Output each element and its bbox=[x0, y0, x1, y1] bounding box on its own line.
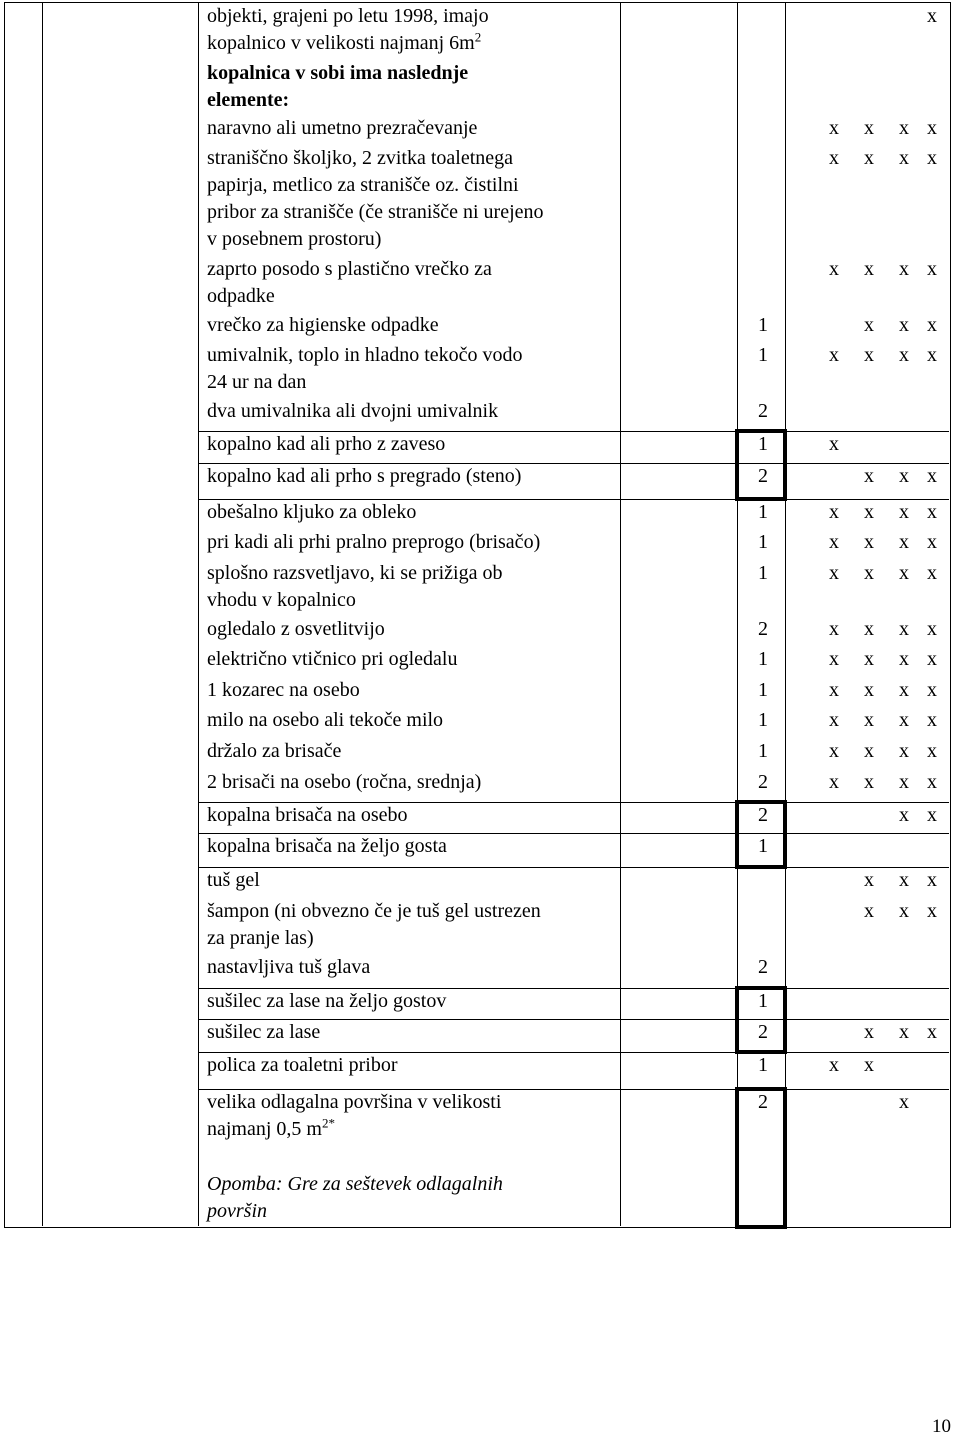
points-value: 1 bbox=[758, 709, 768, 731]
category-mark: x bbox=[864, 618, 874, 640]
row-text: ogledalo z osvetlitvijo bbox=[207, 618, 385, 640]
thick-border bbox=[735, 800, 739, 869]
category-mark: x bbox=[864, 771, 874, 793]
row-text: umivalnik, toplo in hladno tekočo vodo bbox=[207, 344, 523, 366]
row-text: kopalna brisača na željo gosta bbox=[207, 835, 447, 857]
category-mark: x bbox=[927, 648, 937, 670]
category-mark: x bbox=[899, 465, 909, 487]
row-text: dva umivalnika ali dvojni umivalnik bbox=[207, 400, 499, 422]
row-text: polica za toaletni pribor bbox=[207, 1054, 398, 1076]
points-value: 2 bbox=[758, 771, 768, 793]
points-value: 2 bbox=[758, 1021, 768, 1043]
row-text: naravno ali umetno prezračevanje bbox=[207, 117, 478, 139]
row-text: pri kadi ali prhi pralno preprogo (brisačo) bbox=[207, 531, 541, 553]
category-mark: x bbox=[927, 679, 937, 701]
category-mark: x bbox=[864, 648, 874, 670]
points-value: 2 bbox=[758, 400, 768, 422]
points-value: 1 bbox=[758, 562, 768, 584]
category-mark: x bbox=[829, 501, 839, 523]
category-mark: x bbox=[927, 501, 937, 523]
row-divider bbox=[198, 867, 949, 868]
row-text: kopalna brisača na osebo bbox=[207, 804, 408, 826]
category-mark: x bbox=[899, 314, 909, 336]
category-mark: x bbox=[927, 709, 937, 731]
category-mark: x bbox=[927, 618, 937, 640]
points-value: 1 bbox=[758, 314, 768, 336]
row-text: najmanj 0,5 $m^{2*}$ bbox=[207, 1115, 335, 1140]
category-mark: x bbox=[864, 679, 874, 701]
row-text: sušilec za lase bbox=[207, 1021, 321, 1043]
row-text: držalo za brisače bbox=[207, 740, 342, 762]
category-mark: x bbox=[899, 804, 909, 826]
row-text: v posebnem prostoru) bbox=[207, 228, 382, 250]
category-mark: x bbox=[829, 562, 839, 584]
row-text: vhodu v kopalnico bbox=[207, 589, 356, 611]
category-mark: x bbox=[927, 5, 937, 27]
category-mark: x bbox=[864, 740, 874, 762]
category-mark: x bbox=[927, 344, 937, 366]
row-text: sušilec za lase na željo gostov bbox=[207, 990, 447, 1012]
category-mark: x bbox=[927, 465, 937, 487]
row-text: pribor za stranišče (če stranišče ni urejeno bbox=[207, 201, 544, 223]
points-value: 2 bbox=[758, 465, 768, 487]
thick-border bbox=[783, 1087, 787, 1229]
category-mark: x bbox=[927, 900, 937, 922]
points-value: 1 bbox=[758, 679, 768, 701]
category-mark: x bbox=[864, 1054, 874, 1076]
thick-border bbox=[783, 986, 787, 1054]
category-mark: x bbox=[927, 562, 937, 584]
category-mark: x bbox=[864, 344, 874, 366]
category-mark: x bbox=[829, 147, 839, 169]
category-mark: x bbox=[829, 771, 839, 793]
category-mark: x bbox=[899, 771, 909, 793]
row-text: straniščno školjko, 2 zvitka toaletnega bbox=[207, 147, 514, 169]
category-mark: x bbox=[864, 117, 874, 139]
category-mark: x bbox=[927, 117, 937, 139]
thick-border bbox=[783, 429, 787, 501]
category-mark: x bbox=[864, 709, 874, 731]
row-text: obešalno kljuko za obleko bbox=[207, 501, 417, 523]
category-mark: x bbox=[864, 1021, 874, 1043]
row-text: kopalno kad ali prho z zaveso bbox=[207, 433, 446, 455]
row-text: papirja, metlico za stranišče oz. čistilni bbox=[207, 174, 519, 196]
row-text: kopalnico v velikosti najmanj $6m^2$ bbox=[207, 29, 482, 54]
row-text: električno vtičnico pri ogledalu bbox=[207, 648, 458, 670]
points-value: 2 bbox=[758, 804, 768, 826]
row-text: zaprto posodo s plastično vrečko za bbox=[207, 258, 492, 280]
row-text: elemente: bbox=[207, 89, 290, 111]
category-mark: x bbox=[864, 258, 874, 280]
page-number: 10 bbox=[932, 1416, 951, 1437]
category-mark: x bbox=[899, 709, 909, 731]
row-text: tuš gel bbox=[207, 869, 260, 891]
row-text: odpadke bbox=[207, 285, 275, 307]
category-mark: x bbox=[864, 531, 874, 553]
footnote-line-1: Opomba: Gre za seštevek odlagalnih bbox=[207, 1173, 503, 1195]
category-mark: x bbox=[899, 147, 909, 169]
category-mark: x bbox=[927, 740, 937, 762]
category-mark: x bbox=[899, 1091, 909, 1113]
row-text: šampon (ni obvezno če je tuš gel ustrezen bbox=[207, 900, 541, 922]
category-mark: x bbox=[899, 501, 909, 523]
category-mark: x bbox=[927, 258, 937, 280]
category-mark: x bbox=[899, 1021, 909, 1043]
row-text: 24 ur na dan bbox=[207, 371, 307, 393]
category-mark: x bbox=[899, 679, 909, 701]
row-text: splošno razsvetljavo, ki se prižiga ob bbox=[207, 562, 503, 584]
category-mark: x bbox=[829, 648, 839, 670]
category-mark: x bbox=[927, 771, 937, 793]
category-mark: x bbox=[899, 869, 909, 891]
category-mark: x bbox=[829, 344, 839, 366]
category-mark: x bbox=[829, 709, 839, 731]
category-mark: x bbox=[864, 869, 874, 891]
category-mark: x bbox=[829, 618, 839, 640]
thick-border bbox=[735, 429, 739, 501]
category-mark: x bbox=[829, 1054, 839, 1076]
row-text: kopalno kad ali prho s pregrado (steno) bbox=[207, 465, 522, 487]
category-mark: x bbox=[899, 258, 909, 280]
category-mark: x bbox=[864, 147, 874, 169]
category-mark: x bbox=[864, 314, 874, 336]
category-mark: x bbox=[829, 679, 839, 701]
points-value: 2 bbox=[758, 1091, 768, 1113]
category-mark: x bbox=[927, 869, 937, 891]
row-text: kopalnica v sobi ima naslednje bbox=[207, 62, 469, 84]
thick-border bbox=[735, 1225, 787, 1229]
category-mark: x bbox=[899, 740, 909, 762]
category-mark: x bbox=[864, 900, 874, 922]
category-mark: x bbox=[829, 117, 839, 139]
category-mark: x bbox=[864, 465, 874, 487]
superscript: 2* bbox=[321, 1115, 335, 1131]
thick-border bbox=[735, 986, 739, 1054]
row-text: 1 kozarec na osebo bbox=[207, 679, 360, 701]
category-mark: x bbox=[927, 147, 937, 169]
points-value: 1 bbox=[758, 990, 768, 1012]
category-mark: x bbox=[899, 618, 909, 640]
points-value: 2 bbox=[758, 618, 768, 640]
category-mark: x bbox=[927, 1021, 937, 1043]
category-mark: x bbox=[829, 433, 839, 455]
category-mark: x bbox=[899, 117, 909, 139]
points-value: 1 bbox=[758, 740, 768, 762]
category-mark: x bbox=[899, 531, 909, 553]
row-text: objekti, grajeni po letu 1998, imajo bbox=[207, 5, 489, 27]
category-mark: x bbox=[829, 258, 839, 280]
footnote-line-2: površin bbox=[207, 1200, 267, 1222]
column-divider bbox=[42, 2, 43, 1226]
category-mark: x bbox=[864, 562, 874, 584]
category-mark: x bbox=[927, 314, 937, 336]
category-mark: x bbox=[829, 740, 839, 762]
points-value: 1 bbox=[758, 835, 768, 857]
category-mark: x bbox=[927, 804, 937, 826]
row-text: 2 brisači na osebo (ročna, srednja) bbox=[207, 771, 482, 793]
row-text: vrečko za higienske odpadke bbox=[207, 314, 439, 336]
points-value: 1 bbox=[758, 1054, 768, 1076]
row-text: milo na osebo ali tekoče milo bbox=[207, 709, 444, 731]
category-mark: x bbox=[899, 344, 909, 366]
points-value: 1 bbox=[758, 531, 768, 553]
thick-border bbox=[735, 1087, 739, 1229]
category-mark: x bbox=[927, 531, 937, 553]
thick-border bbox=[783, 800, 787, 869]
column-divider bbox=[198, 2, 199, 1226]
superscript: 2 bbox=[474, 29, 482, 45]
column-divider bbox=[620, 2, 621, 1226]
points-value: 1 bbox=[758, 501, 768, 523]
row-text: velika odlagalna površina v velikosti bbox=[207, 1091, 502, 1113]
points-value: 1 bbox=[758, 433, 768, 455]
category-mark: x bbox=[899, 648, 909, 670]
row-text: nastavljiva tuš glava bbox=[207, 956, 371, 978]
category-mark: x bbox=[899, 562, 909, 584]
thick-border bbox=[735, 865, 787, 869]
category-mark: x bbox=[829, 531, 839, 553]
category-mark: x bbox=[899, 900, 909, 922]
points-value: 1 bbox=[758, 648, 768, 670]
points-value: 1 bbox=[758, 344, 768, 366]
row-text: za pranje las) bbox=[207, 927, 314, 949]
points-value: 2 bbox=[758, 956, 768, 978]
category-mark: x bbox=[864, 501, 874, 523]
